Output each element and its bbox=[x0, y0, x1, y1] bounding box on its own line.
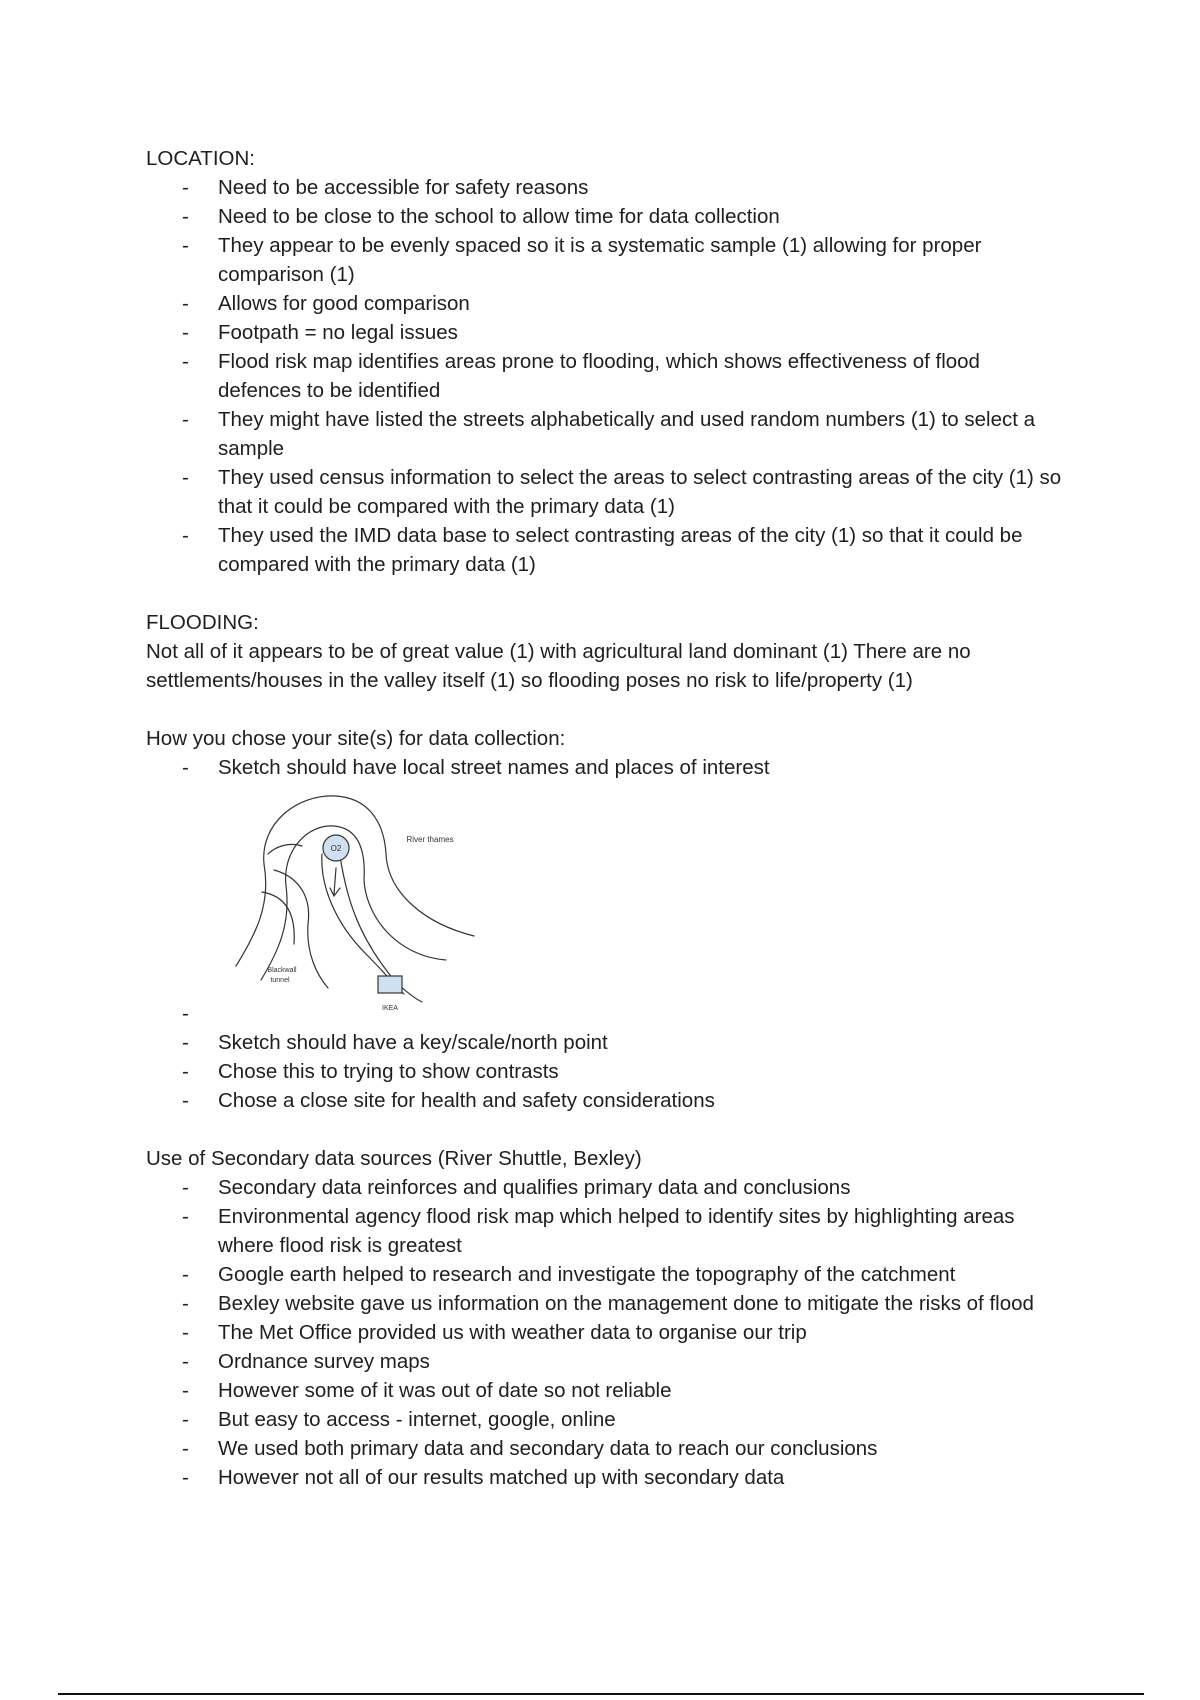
site-choice-list bbox=[146, 753, 1066, 1115]
list-item: - They appear to be evenly spaced so it is a systematic sample (1) allowing for proper comparison (1) bbox=[146, 231, 1066, 289]
flooding-paragraph: Not all of it appears to be of great value (1) with agricultural land dominant (1) There are no settlements/houses in the valley itself (1) so flooding poses no risk to life/property (1) bbox=[146, 640, 971, 692]
document-body bbox=[146, 144, 1066, 1492]
list-item: - However some of it was out of date so not reliable bbox=[146, 1376, 1066, 1405]
tunnel-label-line1: Blackwall bbox=[267, 967, 297, 974]
list-item: - Chose a close site for health and safety considerations bbox=[146, 1086, 1066, 1115]
river-bank-inner bbox=[261, 826, 446, 980]
flooding-heading: FLOODING: bbox=[146, 611, 259, 634]
ikea-label: IKEA bbox=[382, 1005, 398, 1012]
list-item: - Sketch should have local street names and places of interest bbox=[146, 753, 1066, 782]
river-bank-outer bbox=[236, 796, 474, 966]
list-item: - Flood risk map identifies areas prone to flooding, which shows effectiveness of flood defences to be identified bbox=[146, 347, 1066, 405]
page-bottom-rule bbox=[58, 1693, 1144, 1695]
list-item: - Ordnance survey maps bbox=[146, 1347, 1066, 1376]
list-item: - However not all of our results matched up with secondary data bbox=[146, 1463, 1066, 1492]
list-item: - Footpath = no legal issues bbox=[146, 318, 1066, 347]
list-item: - Sketch should have a key/scale/north point bbox=[146, 1028, 1066, 1057]
list-item: - They used the IMD data base to select contrasting areas of the city (1) so that it could be compared with the primary data (1) bbox=[146, 521, 1066, 579]
list-item: - The Met Office provided us with weather data to organise our trip bbox=[146, 1318, 1066, 1347]
location-heading: LOCATION: bbox=[146, 147, 255, 170]
list-item: - Secondary data reinforces and qualifies primary data and conclusions bbox=[146, 1173, 1066, 1202]
list-item: - But easy to access - internet, google, online bbox=[146, 1405, 1066, 1434]
road-line bbox=[322, 854, 404, 994]
secondary-data-list bbox=[146, 1173, 1066, 1492]
list-item: - Need to be accessible for safety reasons bbox=[146, 173, 1066, 202]
list-item: - We used both primary data and secondary data to reach our conclusions bbox=[146, 1434, 1066, 1463]
site-sketch-map bbox=[216, 784, 476, 1024]
list-item: - Chose this to trying to show contrasts bbox=[146, 1057, 1066, 1086]
list-item: - They used census information to select the areas to select contrasting areas of the city (1) so that it could be compared with the primary data (1) bbox=[146, 463, 1066, 521]
secondary-data-heading: Use of Secondary data sources (River Shuttle, Bexley) bbox=[146, 1147, 642, 1170]
list-item: - Bexley website gave us information on the management done to mitigate the risks of flood bbox=[146, 1289, 1066, 1318]
location-list bbox=[146, 173, 1066, 579]
list-item: - Need to be close to the school to allow time for data collection bbox=[146, 202, 1066, 231]
list-item: - They might have listed the streets alphabetically and used random numbers (1) to select a sample bbox=[146, 405, 1066, 463]
road-line bbox=[262, 892, 294, 944]
list-item: - Allows for good comparison bbox=[146, 289, 1066, 318]
site-choice-heading: How you chose your site(s) for data collection: bbox=[146, 727, 566, 750]
sketch-list-item bbox=[146, 782, 1066, 1028]
arrow bbox=[330, 868, 340, 896]
o2-label: - O2 bbox=[330, 844, 342, 853]
tunnel-label-line2: tunnel bbox=[270, 977, 290, 984]
list-item: - Environmental agency flood risk map which helped to identify sites by highlighting areas where flood risk is greatest bbox=[146, 1202, 1066, 1260]
list-item: - Google earth helped to research and investigate the topography of the catchment bbox=[146, 1260, 1066, 1289]
road-line bbox=[268, 844, 302, 854]
river-label: River thames bbox=[406, 835, 454, 844]
ikea-marker bbox=[378, 976, 402, 993]
